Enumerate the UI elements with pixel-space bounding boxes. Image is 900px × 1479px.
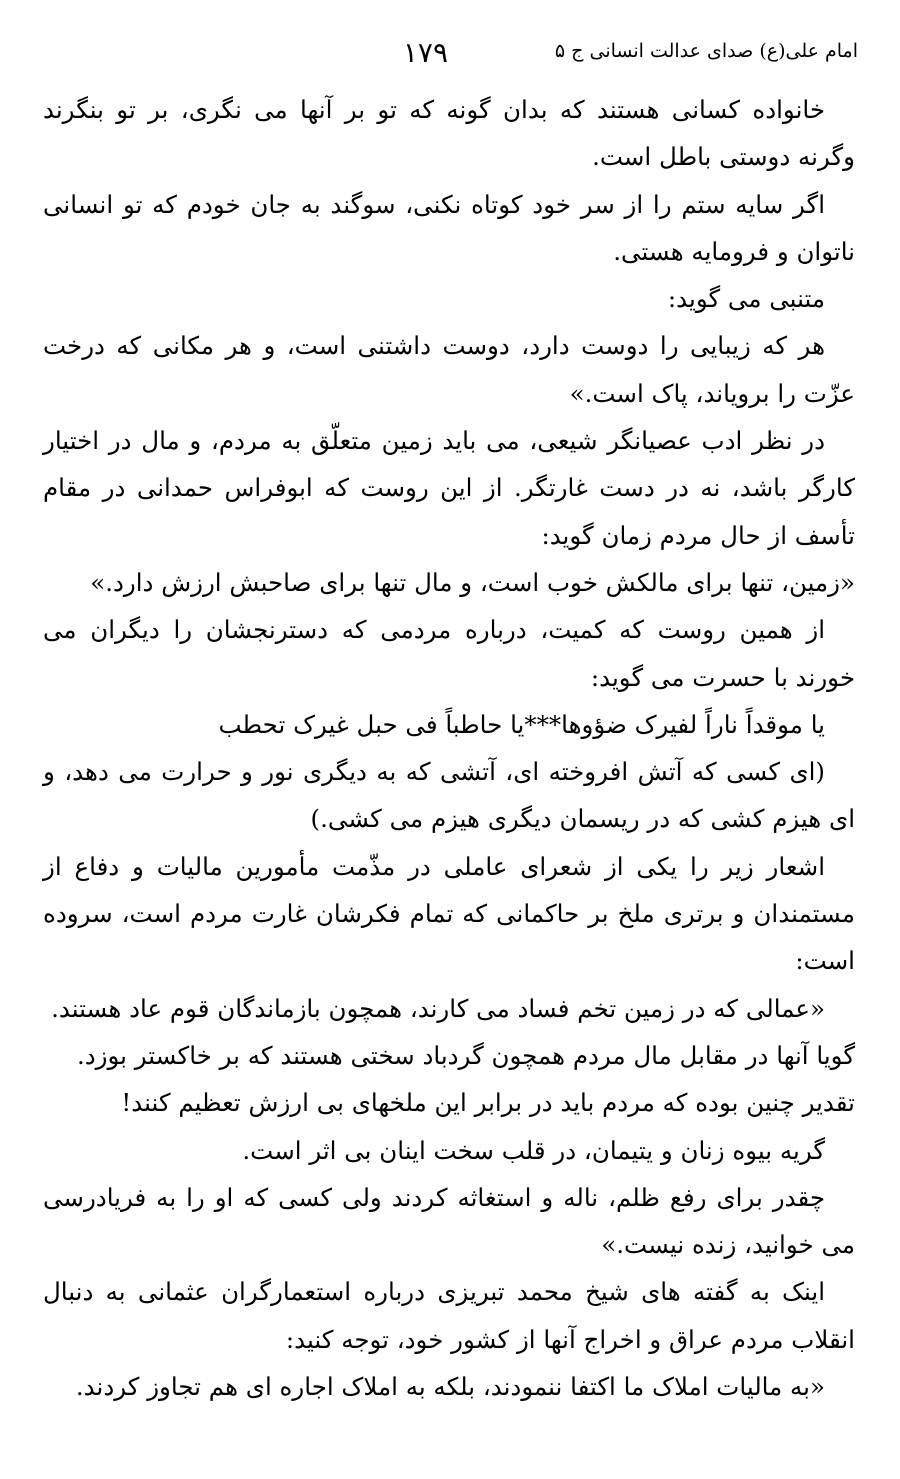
quote-paragraph: «به مالیات املاک ما اکتفا ننمودند، بلکه به املاک اجاره ای هم تجاوز کردند. <box>75 1372 825 1402</box>
page-number: ۱۷۹ <box>402 36 448 69</box>
paragraph: اگر سایه ستم را از سر خود کوتاه نکنی، سوگند به جان خودم که تو انسانی ناتوان و فرومایه هستی. <box>43 189 855 266</box>
book-title: امام علی(ع) صدای عدالت انسانی ج ۵ <box>554 40 858 62</box>
quote-paragraph: چقدر برای رفع ظلم، ناله و استغاثه کردند ولی کسی که او را به فریادرسی می خوانید، زنده نیست.» <box>43 1182 855 1260</box>
quote-paragraph: گویا آنها در مقابل مال مردم همچون گردباد سختی هستند که بر خاکستر بوزد. <box>76 1040 855 1070</box>
page-header <box>42 38 858 78</box>
quote-paragraph: تقدیر چنین بوده که مردم باید در برابر این ملخهای بی ارزش تعظیم کنند! <box>121 1088 855 1118</box>
quote-paragraph: گریه بیوه زنان و یتیمان، در قلب سخت اینان بی اثر است. <box>242 1135 825 1165</box>
verse-line: یا موقداً ناراً لفیرک ضؤوها***یا حاطباً فی حبل غیرک تحطب <box>218 709 825 739</box>
paragraph: (ای کسی که آتش افروخته ای، آتشی که به دیگری نور و حرارت می دهد، و ای هیزم کشی که در ریسمان دیگری هیزم می کشی.) <box>43 757 855 834</box>
paragraph: متنبی می گوید: <box>667 284 825 314</box>
paragraph: اشعار زیر را یکی از شعرای عاملی در مذّمت مأمورین مالیات و دفاع از مستمندان و برتری ملخ بر حاکمانی که تمام فکرشان غارت مردم است، سروده است: <box>43 851 855 976</box>
paragraph: هر که زیبایی را دوست دارد، دوست داشتنی است، و هر مکانی که درخت عزّت را برویاند، پاک است.» <box>43 331 855 408</box>
paragraph: از همین روست که کمیت، درباره مردمی که دسترنجشان را دیگران می خورند با حسرت می گوید: <box>43 615 855 692</box>
paragraph: اینک به گفته های شیخ محمد تبریزی درباره استعمارگران عثمانی به دنبال انقلاب مردم عراق و اخراج آنها از کشور خود، توجه کنید: <box>43 1277 855 1354</box>
body-text <box>43 86 855 1410</box>
quote-paragraph: «عمالی که در زمین تخم فساد می کارند، همچون بازماندگان قوم عاد هستند. <box>51 993 825 1023</box>
paragraph: خانواده کسانی هستند که بدان گونه که تو بر آنها می نگری، بر تو بنگرند وگرنه دوستی باطل است. <box>43 95 855 172</box>
paragraph: در نظر ادب عصیانگر شیعی، می باید زمین متعلّق به مردم، و مال در اختیار کارگر باشد، نه در دست غارتگر. از این روست که ابوفراس حمدانی در مقام تأسف از حال مردم زمان گوید: <box>43 426 855 550</box>
quote-paragraph: «زمین، تنها برای مالکش خوب است، و مال تنها برای صاحبش ارزش دارد.» <box>90 567 855 597</box>
